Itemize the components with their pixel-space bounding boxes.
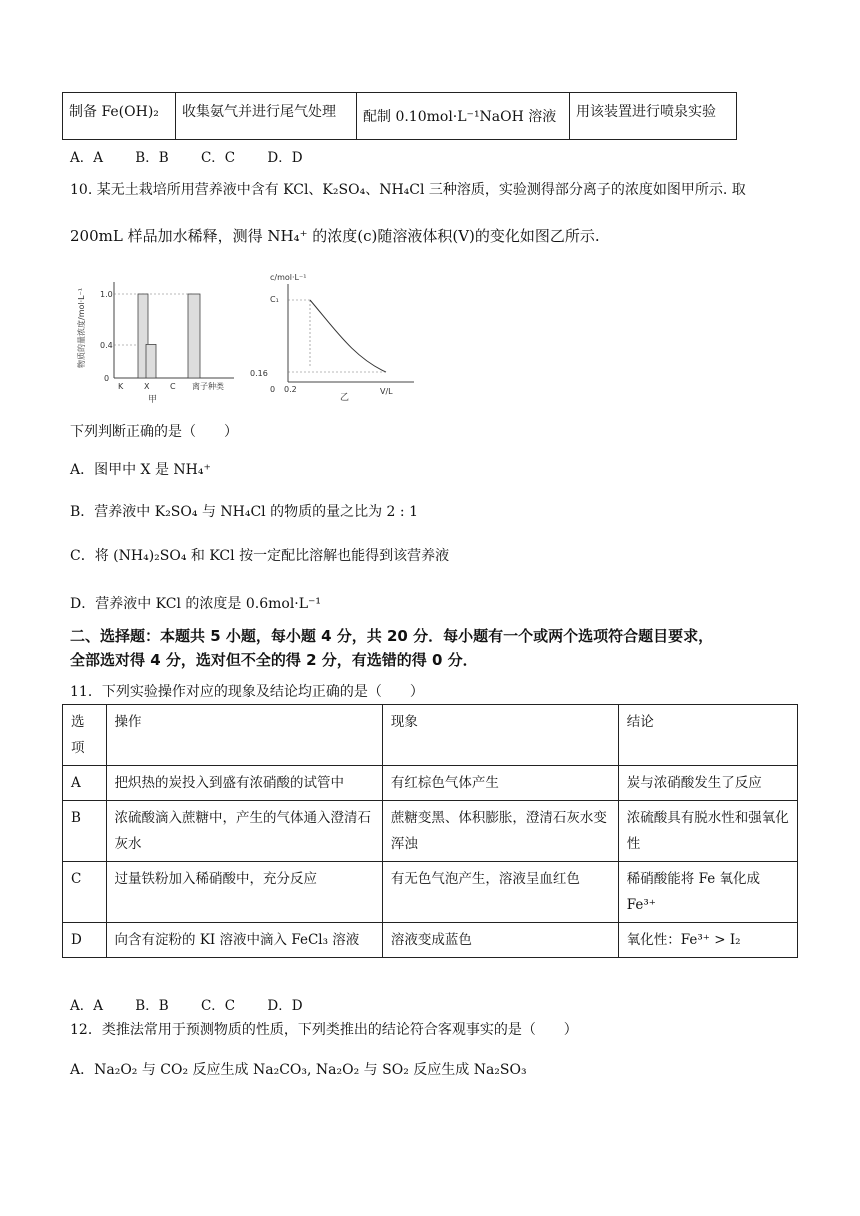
table-header-row: [63, 705, 798, 766]
q11-options: [70, 994, 331, 1014]
op-cell: 过量铁粉加入稀硝酸中，充分反应: [106, 862, 382, 923]
jia-ytick: 0.4: [100, 341, 113, 350]
yi-xtick: 0.2: [284, 385, 297, 394]
concl-cell: 稀硝酸能将 Fe 氧化成 Fe³⁺: [618, 862, 797, 923]
jia-ylabel: 物质的量浓度/mol·L⁻¹: [77, 287, 86, 368]
option-d[interactable]: D．D: [267, 998, 303, 1014]
q11-stem: 11．下列实验操作对应的现象及结论均正确的是（ ）: [70, 684, 424, 700]
q10-figures: [74, 268, 434, 408]
q11-table: [62, 704, 798, 958]
option-b[interactable]: B．B: [135, 998, 169, 1014]
jia-ytick: 1.0: [100, 290, 113, 299]
section2-heading: [70, 624, 830, 672]
section2-line1: 二、选择题：本题共 5 小题，每小题 4 分，共 20 分．每小题有一个或两个选项符合题目要求，: [70, 627, 714, 645]
jia-xlabel: 离子种类: [192, 382, 224, 391]
option-a[interactable]: A．A: [70, 150, 103, 166]
q12-option-a[interactable]: A．Na₂O₂ 与 CO₂ 反应生成 Na₂CO₃, Na₂O₂ 与 SO₂ 反应生成 Na₂SO₃: [70, 1062, 527, 1078]
concl-cell: 氧化性：Fe³⁺ > I₂: [618, 923, 797, 958]
phen-cell: 有无色气泡产生，溶液呈血红色: [382, 862, 618, 923]
q10-line1: 10. 某无土栽培所用营养液中含有 KCl、K₂SO₄、NH₄Cl 三种溶质，实验测得部分离子的浓度如图甲所示. 取: [70, 182, 746, 198]
bar-c: [188, 294, 200, 378]
q10-option-a[interactable]: A．图甲中 X 是 NH₄⁺: [70, 462, 211, 478]
opt-cell: A: [63, 766, 107, 801]
yi-c1: C₁: [270, 295, 279, 304]
q9-apparatus-table: [62, 92, 737, 140]
op-cell: 向含有淀粉的 KI 溶液中滴入 FeCl₃ 溶液: [106, 923, 382, 958]
jia-caption: 甲: [148, 395, 158, 405]
opt-cell: D: [63, 923, 107, 958]
header-cell: 现象: [382, 705, 618, 766]
option-c[interactable]: C．C: [200, 998, 236, 1014]
header-cell: 结论: [618, 705, 797, 766]
phen-cell: 蔗糖变黑、体积膨胀，澄清石灰水变浑浊: [382, 801, 618, 862]
apparatus-cell: 配制 0.10mol·L⁻¹NaOH 溶液: [357, 93, 570, 140]
yi-caption: 乙: [340, 393, 350, 403]
option-c[interactable]: C．C: [200, 150, 236, 166]
op-cell: 浓硫酸滴入蔗糖中，产生的气体通入澄清石灰水: [106, 801, 382, 862]
q9-options: [70, 146, 331, 166]
op-cell: 把炽热的炭投入到盛有浓硝酸的试管中: [106, 766, 382, 801]
opt-cell: B: [63, 801, 107, 862]
jia-xtick: C: [170, 382, 176, 391]
q12-stem: 12．类推法常用于预测物质的性质，下列类推出的结论符合客观事实的是（ ）: [70, 1022, 578, 1038]
q10-option-b[interactable]: B．营养液中 K₂SO₄ 与 NH₄Cl 的物质的量之比为 2 : 1: [70, 504, 418, 520]
jia-xtick: X: [144, 382, 150, 391]
apparatus-cell: 制备 Fe(OH)₂: [63, 93, 176, 140]
q10-option-c[interactable]: C．将 (NH₄)₂SO₄ 和 KCl 按一定配比溶解也能得到该营养液: [70, 548, 450, 564]
option-b[interactable]: B．B: [135, 150, 169, 166]
option-a[interactable]: A．A: [70, 998, 103, 1014]
jia-ytick: 0: [104, 374, 110, 383]
figure-jia: [76, 282, 234, 405]
table-row: [63, 766, 798, 801]
bar-x: [146, 344, 156, 378]
table-row: [63, 862, 798, 923]
header-cell: 操作: [106, 705, 382, 766]
yi-xlabel: V/L: [380, 387, 393, 396]
concl-cell: 炭与浓硝酸发生了反应: [618, 766, 797, 801]
option-d[interactable]: D．D: [267, 150, 303, 166]
q10-option-d[interactable]: D．营养液中 KCl 的浓度是 0.6mol·L⁻¹: [70, 596, 322, 612]
yi-ylabel: c/mol·L⁻¹: [270, 273, 307, 282]
table-row: [63, 923, 798, 958]
phen-cell: 溶液变成蓝色: [382, 923, 618, 958]
apparatus-cell: 用该装置进行喷泉实验: [570, 93, 737, 140]
table-row: [63, 801, 798, 862]
concl-cell: 浓硫酸具有脱水性和强氧化性: [618, 801, 797, 862]
yi-ylow: 0.16: [250, 369, 268, 378]
phen-cell: 有红棕色气体产生: [382, 766, 618, 801]
q10-line2: 200mL 样品加水稀释，测得 NH₄⁺ 的浓度(c)随溶液体积(V)的变化如图乙所示.: [70, 227, 600, 245]
opt-cell: C: [63, 862, 107, 923]
figure-yi: [250, 273, 414, 403]
section2-line2: 全部选对得 4 分，选对但不全的得 2 分，有选错的得 0 分．: [70, 651, 478, 669]
apparatus-cell: 收集氨气并进行尾气处理: [176, 93, 357, 140]
yi-xorigin: 0: [270, 385, 276, 394]
jia-xtick: K: [118, 382, 124, 391]
header-cell: 选项: [63, 705, 107, 766]
q10-question: 下列判断正确的是（ ）: [70, 424, 238, 440]
